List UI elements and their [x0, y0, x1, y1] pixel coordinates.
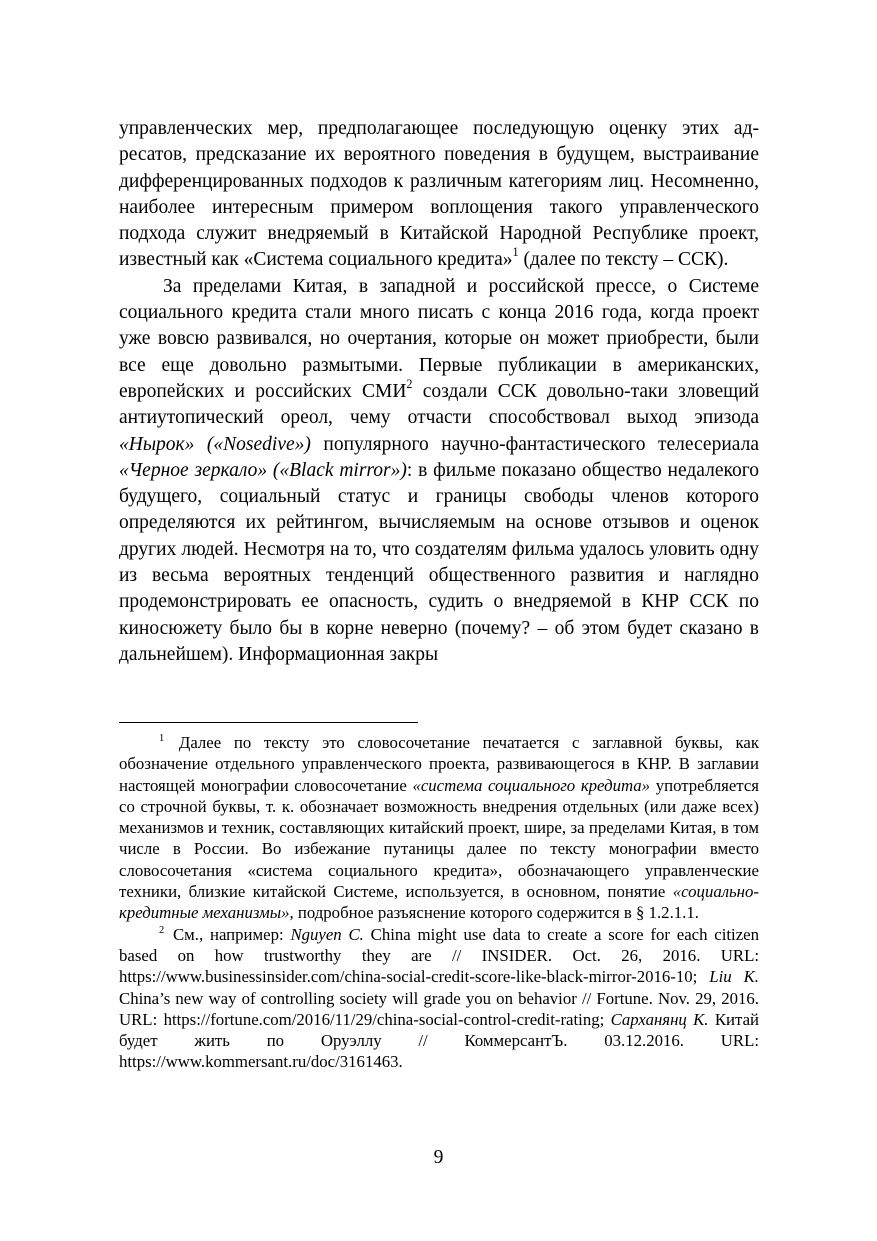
footnote-2-text-b: China might use data to create a score for each citizen based on how trustworthy they are // INSIDER. Oct. 26, 2016. URL: https://www.businessinsider.com/china-social-credit-score-like-black-mirror-2016-10; [119, 924, 759, 987]
footnote-1 [119, 732, 759, 924]
footnote-2-text-c: China’s new way of controlling society will grade you on behavior // Fortune. Nov. 29, 2016. URL: https://fortune.com/2016/11/29/china-social-control-credit-rating; [119, 988, 759, 1029]
footnote-2-text-a: См., например: [166, 924, 291, 944]
footnote-2-mark: 2 [159, 925, 165, 937]
footnote-ref-1: 1 [512, 245, 519, 260]
footnote-1-mark: 1 [159, 733, 165, 745]
main-text [119, 116, 759, 668]
footnotes [119, 732, 759, 1073]
episode-title: «Нырок» («Nosedive») [119, 433, 311, 455]
paragraph-2-text-d: : в фильме показано общество недалекого будущего, социальный статус и границы свободы членов которого определяются их рейтингом, вычисляемым на основе отзывов и оценок других людей. Несмотря на то, что создателям фильма удалось уловить одну из весьма вероятных тенденций общественного развития и наглядно продемонстрировать ее опасность, судить о внедряемой в КНР ССК по киносюжету было бы в корне неверно (почему? – об этом будет сказано в дальнейшем). Информационная закры [119, 459, 759, 665]
footnote-1-italic-a: «система социального кредита» [412, 775, 651, 795]
paragraph-1-text-a: управленческих мер, предполагающее последующую оценку этих адресатов, предсказание их вероятного поведения в будущем, выстраивание дифференцированных подходов к различным категориям лиц. Несомненно, наиболее интересным примером воплощения такого управленческого подхода служит внедряемый в Китайской Народной Республике проект, известный как «Система социального кредита» [119, 118, 759, 271]
paragraph-1-text-b: (далее по тексту – ССК). [518, 249, 729, 271]
series-title: «Черное зеркало» («Black mirror») [119, 459, 407, 481]
paragraph-2-text-c: популярного научно-фантастического телесериала [310, 433, 759, 455]
footnote-2 [119, 924, 759, 1073]
page-number: 9 [433, 1147, 444, 1168]
paragraph-2-text-b: создали ССК довольно-таки зловещий антиутопический ореол, чему отчасти способствовал выход эпизода [119, 380, 760, 429]
footnote-ref-2: 2 [406, 376, 413, 391]
footnote-separator [119, 722, 418, 723]
footnote-2-text-d: Китай будет жить по Оруэллу // КоммерсантЪ. 03.12.2016. URL: https://www.kommersant.ru/doc/3161463. [119, 1009, 760, 1072]
footnote-1-text-c: , подробное разъяснение которого содержится в § 1.2.1.1. [289, 903, 699, 923]
footnote-2-author-1: Nguyen C. [290, 924, 364, 944]
paragraph-1 [119, 116, 759, 274]
footnote-1-text-a: Далее по тексту это словосочетание печатается с заглавной буквы, как обозначение отдельного управленческого проекта, развивающегося в КНР. В заглавии настоящей монографии словосочетание [119, 733, 759, 795]
footnote-2-author-3: Сарханянц К. [610, 1009, 709, 1029]
footnote-1-italic-b: «социально-кредитные механизмы» [119, 882, 759, 923]
footnote-1-text-b: употребляется со строчной буквы, т. к. обозначает возможность внедрения отдельных (или даже всех) механизмов и техник, составляющих китайский проект, шире, за пределами Китая, в том числе в России. Во избежание путаницы далее по тексту монографии вместо словосочетания «система социального кредита», обозначающего управленческие техники, близкие китайской Системе, используется, в основном, понятие [119, 775, 759, 902]
paragraph-2 [119, 274, 759, 668]
paragraph-2-text-a: За пределами Китая, в западной и российской прессе, о Системе социального кредита стали много писать с конца 2016 года, когда проект уже вовсю развивался, но очертания, которые он может приобрести, были все еще довольно размытыми. Первые публикации в американских, европейских и российских СМИ [119, 275, 759, 402]
footnote-2-author-2: Liu K. [709, 967, 759, 987]
